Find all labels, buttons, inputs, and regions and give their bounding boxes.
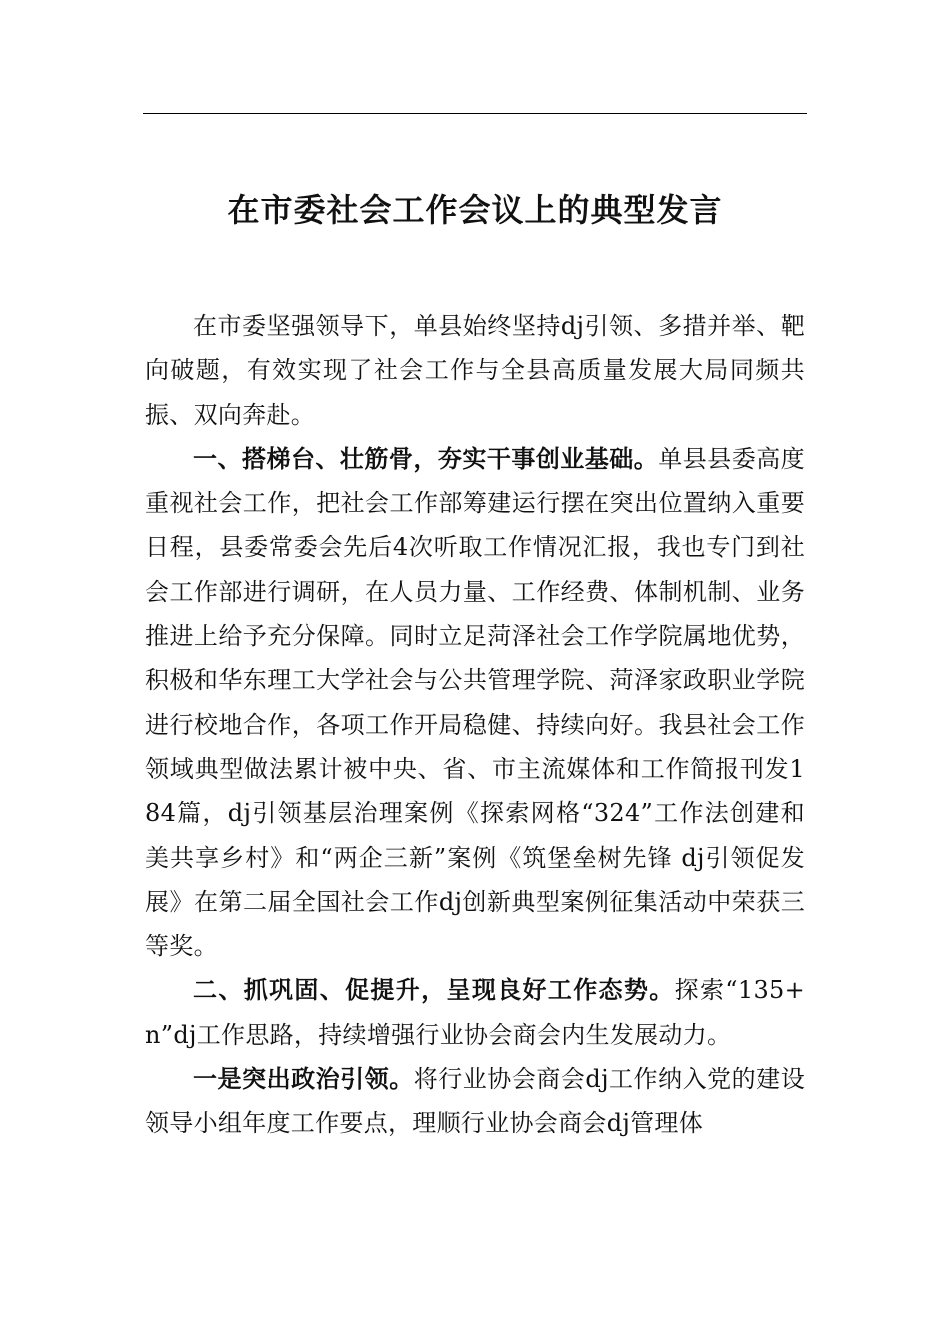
paragraph-section-2: 二、抓巩固、促提升，呈现良好工作态势。探索“135+n”dj工作思路，持续增强行业协会商会内生发展动力。 — [145, 976, 805, 1049]
paragraph-section-1: 一、搭梯台、壮筋骨，夯实干事创业基础。单县县委高度重视社会工作，把社会工作部筹建运行摆在突出位置纳入重要日程，县委常委会先后4次听取工作情况汇报，我也专门到社会工作部进行调研，在人员力量、工作经费、体制机制、业务推进上给予充分保障。同时立足菏泽社会工作学院属地优势，积极和华东理工大学社会与公共管理学院、菏泽家政职业学院进行校地合作，各项工作开局稳健、持续向好。我县社会工作领域典型做法累计被中央、省、市主流媒体和工作简报刊发184篇，dj引领基层治理案例《探索网格“324”工作法创建和美共享乡村》和“两企三新”案例《筑堡垒树先锋 dj引领促发展》在第二届全国社会工作dj创新典型案例征集活动中荣获三等奖。 — [145, 444, 805, 961]
document-body — [145, 304, 805, 1146]
point-heading: 一是突出政治引领。 — [193, 1065, 414, 1094]
header-rule — [143, 113, 807, 114]
paragraph-point-1: 一是突出政治引领。将行业协会商会dj工作纳入党的建设领导小组年度工作要点，理顺行业协会商会dj管理体 — [145, 1065, 806, 1138]
document-title: 在市委社会工作会议上的典型发言 — [227, 191, 723, 229]
paragraph-intro: 在市委坚强领导下，单县始终坚持dj引领、多措并举、靶向破题，有效实现了社会工作与全县高质量发展大局同频共振、双向奔赴。 — [145, 312, 805, 429]
section-heading: 一、搭梯台、壮筋骨，夯实干事创业基础。 — [193, 444, 659, 473]
section-heading: 二、抓巩固、促提升，呈现良好工作态势。 — [193, 976, 675, 1005]
